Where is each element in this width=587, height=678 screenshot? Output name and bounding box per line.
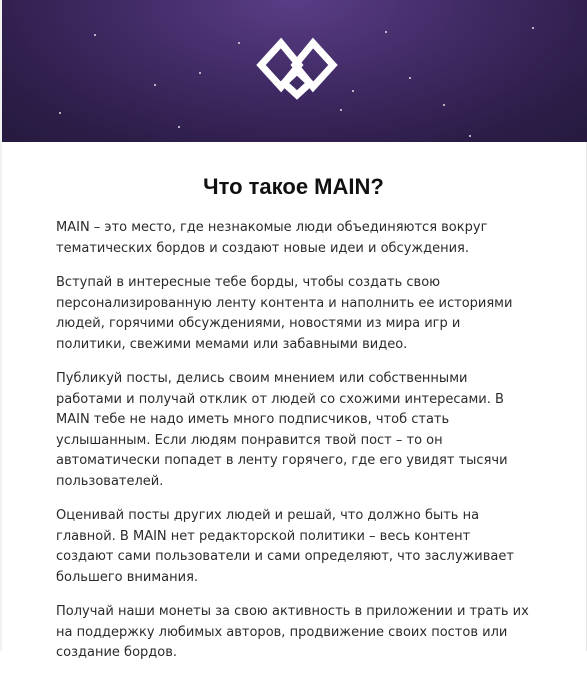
- star: [469, 135, 471, 137]
- paragraph-intro: MAIN – это место, где незнакомые люди объединяются вокруг тематических бордов и создают новые идеи и обсуждения.: [56, 220, 488, 256]
- star: [94, 34, 96, 36]
- paragraph-rate-posts: Оценивай посты других людей и решай, что должно быть на главной. В MAIN нет редакторской политики – весь контент создают сами пользователи и сами определяют, что заслуживает большего внимания.: [56, 508, 514, 585]
- star: [409, 77, 411, 79]
- dialog-title: Что такое MAIN?: [203, 174, 384, 199]
- paragraph-coins: Получай наши монеты за свою активность в приложении и трать их на поддержку любимых авторов, продвижение своих постов или создание бордов.: [56, 604, 529, 660]
- star: [532, 27, 534, 29]
- paragraph-publish-posts: Публикуй посты, делись своим мнением или собственными работами и получай отклик от людей со схожими интересами. В MAIN тебе не надо иметь много подписчиков, чтоб стать услышанным. Если людям понравится твой пост – то он автоматически попадет в ленту горячего, где его увидят тысячи пользователей.: [56, 371, 508, 489]
- star: [443, 104, 445, 106]
- header-banner: [2, 0, 587, 142]
- star: [199, 72, 201, 74]
- star: [59, 112, 61, 114]
- star: [154, 84, 156, 86]
- star: [238, 42, 240, 44]
- dialog-content: [56, 172, 531, 678]
- paragraph-join-boards: Вступай в интересные тебе борды, чтобы создать свою персонализированную ленту контента и наполнить ее историями людей, горячими обсуждениями, новостями из мира игр и политики, свежими мемами или забавными видео.: [56, 275, 513, 352]
- main-logo-icon: [255, 37, 339, 103]
- star: [385, 31, 387, 33]
- star: [178, 126, 180, 128]
- star: [352, 90, 354, 92]
- star: [340, 109, 342, 111]
